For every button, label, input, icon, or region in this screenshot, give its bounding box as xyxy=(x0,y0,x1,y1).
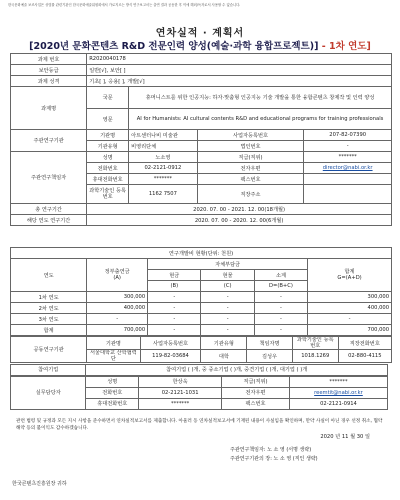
researcher-email-link[interactable]: director@nabi.or.kr xyxy=(322,165,373,171)
participating-table xyxy=(10,364,388,376)
budget-table xyxy=(10,247,392,336)
subtitle-main: [2020년 문화콘텐츠 R&D 전문인력 양성(예술·과학 융합프로젝트)] xyxy=(29,41,319,52)
row-inkind: - xyxy=(201,292,254,303)
org-type-label: 기관유형 xyxy=(87,141,129,152)
contact-fax-label: 팩스번호 xyxy=(222,399,290,410)
researcher-position-label: 직급(직위) xyxy=(197,152,304,163)
contact-section-label: 실무담당자 xyxy=(11,377,86,410)
declaration-date: 2020 년 11 월 30 일 xyxy=(320,434,370,440)
subtotal-sub: D=(B+C) xyxy=(254,281,307,292)
project-name-korean: 휴머니스트를 위한 인공지능: 하자·맞춤형 인공지능 기술 개발을 통한 융합콘텐츠 창제작 및 인력 양성 xyxy=(129,87,392,109)
total-period-label: 총 연구기간 xyxy=(11,204,87,215)
gov-col-sub: (A) xyxy=(113,275,121,281)
cash-header: 현금 xyxy=(148,270,201,281)
row-subtotal: - xyxy=(254,314,307,325)
budget-private-header: 자체부담금 xyxy=(148,259,308,270)
contact-name: 한상욱 xyxy=(139,377,222,388)
org-name: 아트센터나비 미술관 xyxy=(129,130,198,141)
subtotal-header: 소계 xyxy=(254,270,307,281)
budget-year-header: 연도 xyxy=(11,259,87,292)
row-cash: - xyxy=(148,325,201,336)
row-inkind: - xyxy=(201,314,254,325)
budget-caption: 연구개발비 현황(단위: 천원) xyxy=(11,248,392,259)
project-number-label: 과제 번호 xyxy=(11,54,87,65)
year-period: 2020. 07. 00 - 2020. 12. 00(6개월) xyxy=(87,215,392,226)
nature-label: 과제 성격 xyxy=(11,76,87,87)
joint-bizno: 119-82-03684 xyxy=(140,350,201,363)
signature-org-head: 주관연구기관의 장: 노 소 영 (직인 생략) xyxy=(230,456,318,462)
lead-researcher-label: 주관연구책임자 xyxy=(11,152,87,204)
joint-type: 대학 xyxy=(201,350,247,363)
participating-label: 참여기업 xyxy=(11,365,86,376)
cash-sub: (B) xyxy=(148,281,201,292)
researcher-cert xyxy=(304,185,392,204)
joint-org-table xyxy=(10,336,392,363)
recipient-footer: 한국콘텐츠진흥원장 귀하 xyxy=(12,481,67,487)
joint-section-label: 공동연구기관 xyxy=(11,337,87,363)
contact-name-label: 성명 xyxy=(86,377,139,388)
joint-org: 서울대학교 산학협력단 xyxy=(87,350,140,363)
org-name-label: 기관명 xyxy=(87,130,129,141)
joint-reg-col: 과학기술인 등록번호 xyxy=(292,337,338,350)
joint-lead: 김성우 xyxy=(247,350,293,363)
joint-type-col: 기관유형 xyxy=(201,337,247,350)
contact-table xyxy=(10,376,388,410)
row-gov: - xyxy=(87,314,148,325)
corpno-label: 법인번호 xyxy=(197,141,304,152)
org-type: 비영리단체 xyxy=(129,141,198,152)
table-row xyxy=(11,303,392,314)
researcher-cert-label: 직장주소 xyxy=(197,185,304,204)
signature-lead-researcher: 주관연구책임자: 노 소 영 (서명 생략) xyxy=(230,447,312,453)
contact-fax: 02-2121-0914 xyxy=(289,399,387,410)
contact-phone-label: 전화번호 xyxy=(86,388,139,399)
bizno-label: 사업자등록번호 xyxy=(197,130,304,141)
row-total: - xyxy=(308,314,392,325)
researcher-reg: 1162 7507 xyxy=(129,185,198,204)
contact-position-label: 직급(직위) xyxy=(222,377,290,388)
joint-phone: 02-880-4115 xyxy=(338,350,391,363)
researcher-name: 노소영 xyxy=(129,152,198,163)
total-period: 2020. 07. 00 - 2021. 12. 00(18개월) xyxy=(87,204,392,215)
row-gov: 700,000 xyxy=(87,325,148,336)
corpno: - xyxy=(304,141,392,152)
row-cash: - xyxy=(148,303,201,314)
total-col-sub: G=(A+D) xyxy=(337,275,362,281)
budget-gov-header xyxy=(87,259,148,292)
project-name-label: 과제명 xyxy=(11,87,87,130)
row-year: 1차 연도 xyxy=(11,292,87,303)
row-subtotal: - xyxy=(254,292,307,303)
joint-reg: 1018.1269 xyxy=(292,350,338,363)
researcher-mobile: ******* xyxy=(129,174,198,185)
researcher-reg-label: 과학기술인 등록번호 xyxy=(87,185,129,204)
project-number: R2020040178 xyxy=(87,54,392,65)
subtitle-suffix: - 1차 연도] xyxy=(318,41,371,52)
nature-value: 기초[ ], 응용[ ], 개발[√] xyxy=(87,76,392,87)
document-title: 연차실적 · 계획서 xyxy=(155,28,245,39)
contact-mobile-label: 휴대전화번호 xyxy=(86,399,139,410)
row-gov: 300,000 xyxy=(87,292,148,303)
lead-org-label: 주관연구기관 xyxy=(11,130,87,152)
row-cash: - xyxy=(148,314,201,325)
row-cash: - xyxy=(148,292,201,303)
table-row xyxy=(11,314,392,325)
security-label: 보안등급 xyxy=(11,65,87,76)
row-inkind: - xyxy=(201,325,254,336)
document-subtitle xyxy=(0,38,400,52)
joint-bizno-col: 사업자등록번호 xyxy=(140,337,201,350)
row-year: 3차 연도 xyxy=(11,314,87,325)
joint-phone-col: 직장전화번호 xyxy=(338,337,391,350)
researcher-fax xyxy=(304,174,392,185)
researcher-mobile-label: 휴대전화번호 xyxy=(87,174,129,185)
total-col-label: 합계 xyxy=(344,269,355,275)
table-row xyxy=(11,325,392,336)
contact-phone: 02-2121-1031 xyxy=(139,388,222,399)
inkind-sub: (C) xyxy=(201,281,254,292)
table-row xyxy=(11,292,392,303)
row-subtotal: - xyxy=(254,325,307,336)
security-value: 일반[√], 보안[ ] xyxy=(87,65,392,76)
row-gov: 400,000 xyxy=(87,303,148,314)
english-label: 영문 xyxy=(87,109,129,130)
row-total: 700,000 xyxy=(308,325,392,336)
contact-mobile: ******* xyxy=(139,399,222,410)
researcher-position: ******* xyxy=(304,152,392,163)
participating-value: 참여기업 ( )개, 중 중소기업 ( )개, 중견기업 ( )개, 대기업 ( )개 xyxy=(86,365,388,376)
contact-email-link[interactable]: reemtit@nabi.or.kr xyxy=(314,389,363,396)
project-info-table xyxy=(10,53,392,226)
researcher-email-label: 전자우편 xyxy=(197,163,304,174)
row-inkind: - xyxy=(201,303,254,314)
researcher-phone: 02-2121-0912 xyxy=(129,163,198,174)
korean-label: 국문 xyxy=(87,87,129,109)
row-subtotal: - xyxy=(254,303,307,314)
joint-lead-col: 책임자명 xyxy=(247,337,293,350)
closing-block xyxy=(16,364,388,432)
bizno: 207-82-07390 xyxy=(304,130,392,141)
gov-col-label: 정부출연금 xyxy=(104,269,130,275)
row-total: 300,000 xyxy=(308,292,392,303)
declaration-paragraph: 관련 법령 및 규정과 모든 지시 사항을 준수하면서 연차실적보고서를 제출합니다. 아울러 동 연차실적보고서에 기재된 내용이 사실임을 확인하며, 만약 사실이 아닌 경우 선정 취소, 협약 해약 등의 불이익도 감수하겠습니다. xyxy=(16,419,383,431)
inkind-header: 현물 xyxy=(201,270,254,281)
header-note: 한국문화예술 보조사업은 상법률 관련기관인 한국문화예술위원회에서 가로지르는 방식 연구보고서는 출연 결과 공동한 후 이에 해외/독자로서 사용할 수 없습니다. xyxy=(8,3,241,7)
row-total: 400,000 xyxy=(308,303,392,314)
researcher-name-label: 성명 xyxy=(87,152,129,163)
year-period-label: 해당 연도 연구기간 xyxy=(11,215,87,226)
row-year: 합계 xyxy=(11,325,87,336)
project-name-english: AI for Humanists: AI cultural contents R&D and educational programs for training professionals xyxy=(129,109,392,130)
contact-position: ******* xyxy=(289,377,387,388)
budget-total-header xyxy=(308,259,392,292)
contact-email-label: 전자우편 xyxy=(222,388,290,399)
row-year: 2차 연도 xyxy=(11,303,87,314)
researcher-fax-label: 팩스번호 xyxy=(197,174,304,185)
researcher-phone-label: 전화번호 xyxy=(87,163,129,174)
joint-org-col: 기관명 xyxy=(87,337,140,350)
